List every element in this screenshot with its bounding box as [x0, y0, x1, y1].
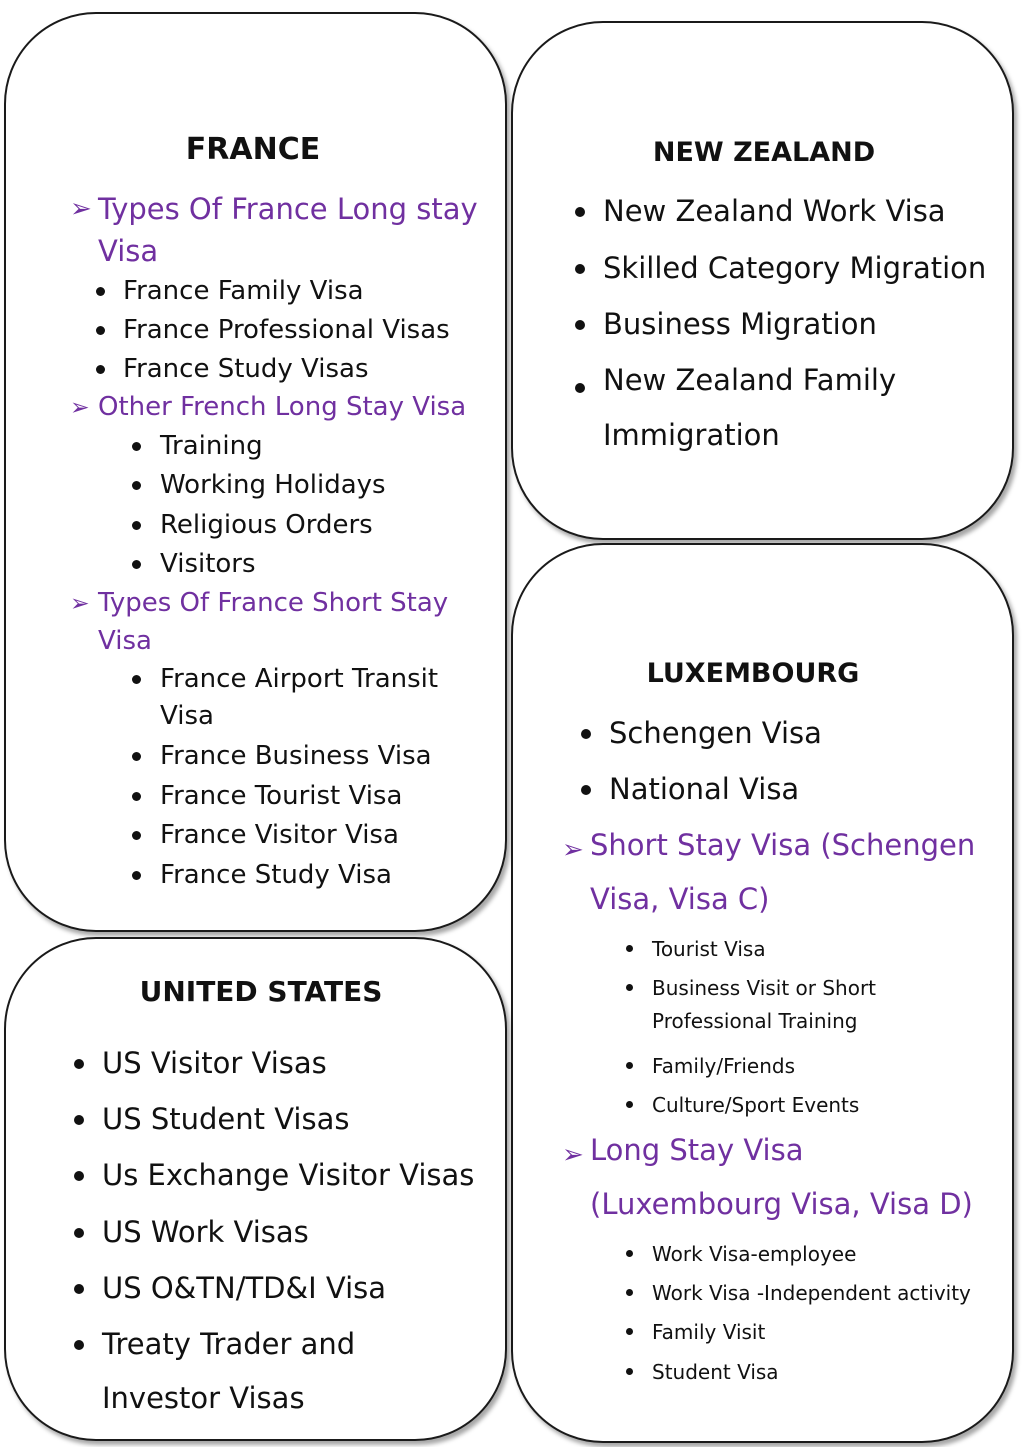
list-item: Business Visit or Short Professional Training [652, 974, 876, 1040]
list-item: Tourist Visa [652, 935, 766, 963]
bullet-dot-icon [626, 1328, 633, 1335]
bullet-dot-icon [575, 207, 585, 217]
arrow-right-icon: ➢ [70, 589, 90, 617]
list-item: France Family Visa [123, 273, 364, 309]
list-item: France Tourist Visa [160, 778, 402, 814]
bullet-dot-icon [575, 264, 585, 274]
new-zealand-title: NEW ZEALAND [652, 137, 876, 168]
bullet-dot-icon [575, 320, 585, 330]
list-item: US Visitor Visas [102, 1043, 327, 1083]
list-item: France Study Visa [160, 857, 392, 893]
list-item: National Visa [609, 769, 799, 809]
list-item: Family/Friends [652, 1052, 795, 1080]
list-item: Visitors [160, 546, 256, 582]
list-item: Religious Orders [160, 507, 373, 543]
bullet-dot-icon [626, 1101, 633, 1108]
bullet-dot-icon [132, 675, 141, 684]
bullet-dot-icon [626, 984, 633, 991]
list-item: France Visitor Visa [160, 817, 399, 853]
list-item: Work Visa -Independent activity [652, 1279, 971, 1307]
bullet-dot-icon [74, 1228, 84, 1238]
bullet-dot-icon [132, 792, 141, 801]
arrow-right-icon: ➢ [70, 393, 90, 421]
bullet-dot-icon [132, 831, 141, 840]
bullet-dot-icon [132, 871, 141, 880]
list-item: Student Visa [652, 1358, 779, 1386]
bullet-dot-icon [626, 1250, 633, 1257]
list-item: US Work Visas [102, 1212, 309, 1252]
card-france [4, 12, 507, 932]
united-states-title: UNITED STATES [139, 975, 383, 1008]
bullet-dot-icon [132, 481, 141, 490]
bullet-dot-icon [626, 945, 633, 952]
list-item: France Airport Transit Visa [160, 661, 438, 735]
arrow-right-icon: ➢ [562, 1140, 584, 1170]
arrow-right-icon: ➢ [562, 835, 584, 865]
bullet-dot-icon [626, 1368, 633, 1375]
card-new-zealand [511, 21, 1014, 540]
bullet-dot-icon [74, 1284, 84, 1294]
bullet-dot-icon [132, 560, 141, 569]
list-item: Us Exchange Visitor Visas [102, 1155, 474, 1195]
list-item: Business Migration [603, 304, 877, 344]
arrow-right-icon: ➢ [70, 194, 92, 224]
card-luxembourg [511, 543, 1014, 1443]
bullet-dot-icon [626, 1289, 633, 1296]
luxembourg-heading-long-stay: ➢ Long Stay Visa (Luxembourg Visa, Visa D) [590, 1128, 973, 1236]
bullet-dot-icon [581, 785, 591, 795]
luxembourg-title: LUXEMBOURG [646, 658, 860, 689]
luxembourg-heading-short-stay: ➢ Short Stay Visa (Schengen Visa, Visa C) [590, 823, 975, 931]
list-item: Skilled Category Migration [603, 248, 986, 288]
france-heading-long-stay: ➢ Types Of France Long stay Visa [98, 188, 478, 272]
list-item: France Study Visas [123, 351, 369, 387]
list-item: US Student Visas [102, 1099, 349, 1139]
bullet-dot-icon [96, 326, 105, 335]
bullet-dot-icon [132, 521, 141, 530]
bullet-dot-icon [626, 1062, 633, 1069]
bullet-dot-icon [74, 1340, 84, 1350]
bullet-dot-icon [581, 729, 591, 739]
list-item: France Professional Visas [123, 312, 450, 348]
bullet-dot-icon [132, 442, 141, 451]
list-item: New Zealand Work Visa [603, 191, 946, 231]
card-united-states [4, 937, 507, 1441]
list-item: Working Holidays [160, 467, 386, 503]
france-heading-short-stay: ➢ Types Of France Short Stay Visa [98, 584, 448, 660]
bullet-dot-icon [74, 1059, 84, 1069]
list-item: Training [160, 428, 263, 464]
france-heading-other-long-stay: ➢ Other French Long Stay Visa [98, 389, 466, 425]
list-item: Culture/Sport Events [652, 1091, 859, 1119]
bullet-dot-icon [74, 1171, 84, 1181]
list-item: Family Visit [652, 1318, 765, 1346]
france-title: FRANCE [185, 132, 321, 167]
list-item: Treaty Trader and Investor Visas [102, 1324, 355, 1418]
bullet-dot-icon [132, 752, 141, 761]
list-item: Schengen Visa [609, 713, 822, 753]
list-item: France Business Visa [160, 738, 432, 774]
list-item: US O&TN/TD&I Visa [102, 1268, 386, 1308]
bullet-dot-icon [96, 287, 105, 296]
list-item: Work Visa-employee [652, 1240, 856, 1268]
bullet-dot-icon [96, 365, 105, 374]
list-item: New Zealand Family Immigration [603, 360, 896, 470]
bullet-dot-icon [575, 383, 585, 393]
bullet-dot-icon [74, 1115, 84, 1125]
